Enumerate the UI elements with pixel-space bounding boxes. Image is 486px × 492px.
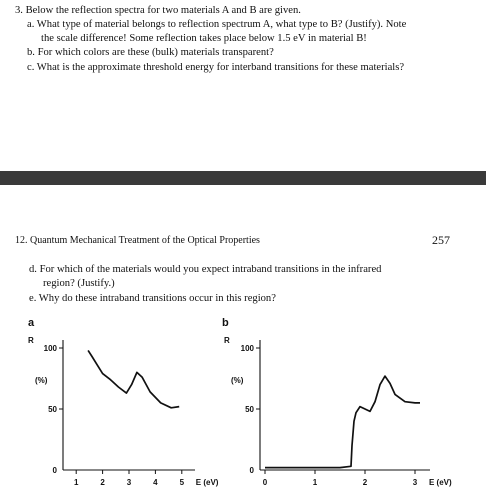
chart-b-ytick-label: 50 (245, 405, 254, 414)
chart-b-series-line (265, 376, 420, 468)
chart-b-xtick-label: 0 (262, 478, 268, 487)
chart-a-xlabel: E (eV) (195, 478, 219, 487)
question-part-a-line1: a. What type of material belongs to reflection spectrum A, what type to B? (Justify). Note (27, 19, 407, 30)
chart-b-ytick-label: 100 (240, 344, 254, 353)
chart-a-yunit: (%) (35, 376, 48, 385)
chart-b-ylabel: R (224, 336, 230, 345)
chart-a-xtick-label: 2 (100, 478, 105, 487)
chart-a-xtick-label: 1 (73, 478, 79, 487)
question-part-d-line1: d. For which of the materials would you expect intraband transitions in the infrared (29, 264, 382, 275)
chart-b-ytick-label: 0 (249, 466, 254, 475)
question-part-b: b. For which colors are these (bulk) materials transparent? (27, 47, 274, 58)
question-part-c: c. What is the approximate threshold energy for interband transitions for these materials? (27, 62, 405, 73)
chart-a-xtick-label: 4 (153, 478, 158, 487)
chart-a-xtick-label: 5 (179, 478, 185, 487)
chapter-header-title: 12. Quantum Mechanical Treatment of the Optical Properties (15, 235, 260, 246)
chart-a-panel-label: a (28, 317, 35, 329)
question-part-a-line2: the scale difference! Some reflection takes place below 1.5 eV in material B! (41, 33, 367, 44)
page-number: 257 (432, 233, 450, 247)
chart-a-ylabel: R (28, 336, 34, 345)
chart-a-ytick-label: 50 (48, 405, 57, 414)
chart-b-xtick-label: 3 (412, 478, 418, 487)
chart-a-ytick-label: 0 (52, 466, 57, 475)
chart-b-xlabel: E (eV) (429, 478, 452, 487)
question-3: 3. Below the reflection spectra for two materials A and B are given. (15, 5, 301, 16)
chart-b-xtick-label: 1 (312, 478, 318, 487)
chart-a-xtick-label: 3 (126, 478, 132, 487)
chart-a-series-line (88, 350, 179, 407)
question-part-d-line2: region? (Justify.) (43, 278, 115, 289)
chart-b-panel-label: b (222, 317, 229, 329)
question-part-e: e. Why do these intraband transitions occur in this region? (29, 293, 276, 304)
chart-b-yunit: (%) (231, 376, 244, 385)
chart-a-ytick-label: 100 (43, 344, 57, 353)
chart-b-xtick-label: 2 (362, 478, 368, 487)
